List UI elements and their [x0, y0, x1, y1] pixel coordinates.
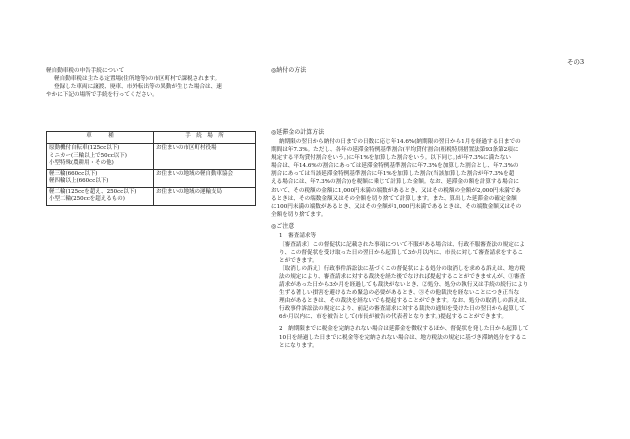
delinquency-line: とになります。 [279, 342, 318, 349]
vehicle-cell [47, 187, 154, 205]
late-fee-line: 期間は年7.3%。ただし、各年の延滞金特例基準割合(平均貸付割合(租税特別措置法第93条第2項に [271, 147, 519, 154]
procedure-table [46, 131, 256, 206]
appeal-line: 請求があった日から3か月を経過しても裁決がないとき、②処分、処分の執行又は手続の続行により [279, 282, 529, 288]
late-fee-line: おいて、その税額の金額に1,000円未満の端数があるとき、又はその税額の全額が2,000円未満であ [271, 187, 521, 194]
table-row [47, 169, 256, 187]
light-vehicle-para2-line1: 登録した車両に譲渡、廃車、市外転出等の異動が生じた場合は、速 [54, 84, 222, 91]
appeal-line: 理由があるときは、その裁決を経ないでも提起することができます。なお、処分の取消しの訴えは、 [279, 298, 531, 305]
vehicle-cell [47, 144, 154, 170]
appeal-line: とができます。 [279, 257, 318, 264]
late-fee-heading: ◎延滞金の計算方法 [271, 128, 325, 136]
page-number: その3 [567, 58, 585, 66]
vehicle-type: 軽三輪(660cc以下) [49, 170, 98, 177]
light-vehicle-para2-line2: やかに下記の場所で手続を行ってください。 [46, 92, 158, 99]
appeal-line: 6か月以内に、市を被告として(市長が被告の代表者となります。)提起することができます。 [279, 314, 507, 321]
right-column [271, 67, 589, 350]
appeal-line: 行政事件訴訟法の規定により、前記の審査請求に対する裁決の通知を受けた日の翌日から起算して [279, 306, 526, 313]
appeal-line: 〔取消しの訴え〕行政事件訴訟法に基づくこの督促状による処分の取消しを求める訴えは、地方税 [279, 265, 526, 272]
appeal-line: り、この督促状を受け取った日の翌日から起算して3か月以内に、市長に対して審査請求をするこ [279, 249, 524, 256]
late-fee-line: 納期限の翌日から納付の日までの日数に応じ年14.6%(納期限の翌日から1月を経過する日までの [279, 139, 521, 145]
delinquency-line: 2 納期限までに税金を完納されない場合は延滞金を徴収するほか、督促状を発した日から起算して [279, 326, 529, 333]
vehicle-type: 小型特殊(農耕用・その他) [49, 160, 114, 166]
table-row [47, 144, 256, 170]
late-fee-line: 規定する平均貸付割合をいう。)に年1%を加算した割合をいう。以下同じ。)が年7.3%に満たない [271, 155, 512, 162]
payment-method-heading: ◎納付の方法 [271, 67, 307, 74]
notice-heading: ◎ご注意 [271, 222, 295, 230]
late-fee-line: える場合には、年7.3%の割合))を税額に乗じて計算した金額。なお、延滞金の額を計算する場合に [271, 179, 519, 186]
vehicle-type: ミニカー(三輪以上で50cc以下) [49, 152, 127, 159]
late-fee-line: るときは、その端数金額又はその全額を切り捨てて計算します。また、算出した延滞金の確定金額 [271, 195, 517, 202]
vehicle-type: 小型二輪(250ccを超えるもの) [49, 196, 125, 202]
late-fee-line: 割合にあっては当該延滞金特例基準割合に年1%を加算した割合(当該加算した割合が年7.3%を超 [271, 171, 515, 178]
late-fee-line: 全額を切り捨てます。 [271, 211, 327, 218]
appeal-line: 法の規定により、審査請求に対する裁決を経た後でなければ提起することができませんが、①審査 [279, 273, 526, 280]
vehicle-type: 軽二輪(125ccを超え、250cc以下) [49, 188, 137, 195]
delinquency-line: 10日を経過した日までに税金等を完納されない場合は、地方税法の規定に基づき滞納処分をするこ [279, 334, 527, 341]
late-fee-line: に100円未満の端数があるとき、又はその全額が1,000円未満であるときは、その端数金額又はその [271, 203, 522, 210]
light-vehicle-para1: 軽自動車税は主たる定置場(住所地等)の市区町村で課税されます。 [54, 76, 221, 83]
appeal-title: 1 審査請求等 [279, 233, 317, 240]
light-vehicle-title: 軽自動車税の申告手続について [46, 68, 125, 74]
place-cell: お住まいの市区町村役場 [154, 144, 256, 170]
appeal-line: 〔審査請求〕この督促状に記載された事項について不服がある場合は、行政不服審査法の規定によ [279, 241, 526, 248]
header-vehicle-type: 車 種 [47, 132, 154, 144]
left-column [46, 67, 258, 99]
vehicle-type: 軽四輪以上(660cc以下) [49, 178, 109, 184]
table-row [47, 187, 256, 205]
vehicle-type: 原動機付自転車(125cc以下) [49, 145, 120, 151]
vehicle-cell [47, 169, 154, 187]
late-fee-line: 場合は、年14.6%の割合にあっては延滞金特例基準割合に年7.3%を加算した割合とし、年7.3%の [271, 163, 519, 170]
appeal-line: 生ずる著しい損害を避けるため緊急の必要があるとき、③その他裁決を経ないことにつき正当な [279, 290, 520, 297]
table-header-row [47, 132, 256, 144]
place-cell: お住まいの地域の運輸支局 [154, 187, 256, 205]
place-cell: お住まいの地域の軽自動車協会 [154, 169, 256, 187]
header-procedure-place: 手 続 場 所 [154, 132, 256, 144]
